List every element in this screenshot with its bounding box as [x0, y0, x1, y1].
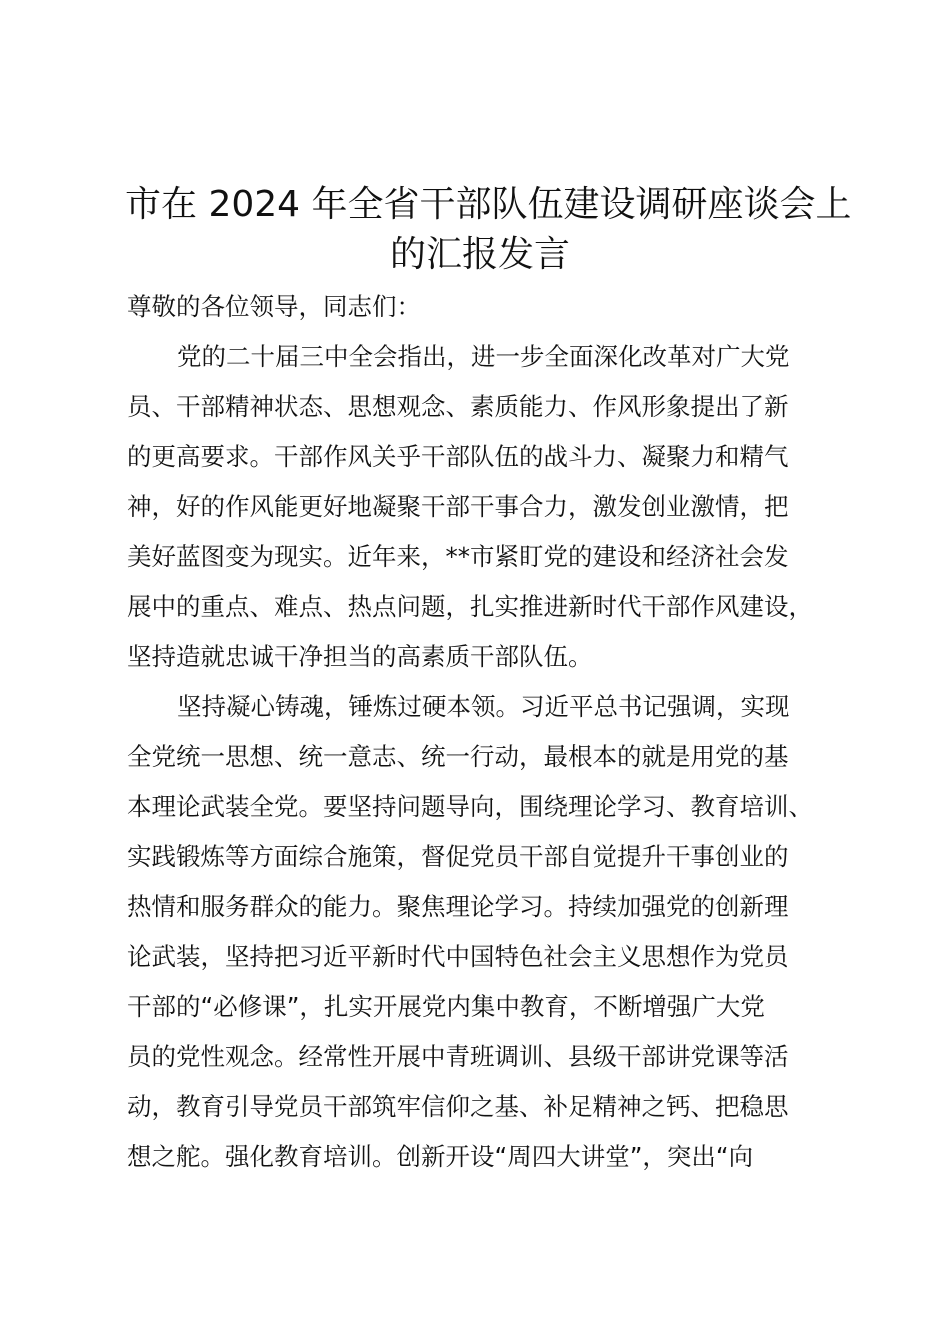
paragraph-line: 员的党性观念。经常性开展中青班调训、县级干部讲党课等活	[127, 1042, 789, 1071]
document-body	[127, 282, 867, 1182]
paragraph-line: 热情和服务群众的能力。聚焦理论学习。持续加强党的创新理	[127, 892, 789, 921]
salutation: 尊敬的各位领导，同志们：	[127, 292, 421, 321]
paragraph-1	[127, 332, 867, 682]
paragraph-line: 全党统一思想、统一意志、统一行动，最根本的就是用党的基	[127, 742, 789, 771]
paragraph-2	[127, 682, 867, 1182]
paragraph-line: 动，教育引导党员干部筑牢信仰之基、补足精神之钙、把稳思	[127, 1092, 789, 1121]
paragraph-line: 干部的“必修课”，扎实开展党内集中教育，不断增强广大党	[127, 992, 765, 1021]
document-title	[125, 180, 852, 280]
paragraph-line: 展中的重点、难点、热点问题，扎实推进新时代干部作风建设，	[127, 592, 813, 621]
paragraph-line: 的更高要求。干部作风关乎干部队伍的战斗力、凝聚力和精气	[127, 442, 789, 471]
paragraph-line: 党的二十届三中全会指出，进一步全面深化改革对广大党	[177, 342, 790, 371]
paragraph-line: 员、干部精神状态、思想观念、素质能力、作风形象提出了新	[127, 392, 789, 421]
paragraph-line: 坚持凝心铸魂，锤炼过硬本领。习近平总书记强调，实现	[177, 692, 790, 721]
title-line-1: 市在 2024 年全省干部队伍建设调研座谈会上	[125, 184, 852, 226]
paragraph-line: 神，好的作风能更好地凝聚干部干事合力，激发创业激情，把	[127, 492, 789, 521]
paragraph-line: 实践锻炼等方面综合施策，督促党员干部自觉提升干事创业的	[127, 842, 789, 871]
paragraph-line: 想之舵。强化教育培训。创新开设“周四大讲堂”，突出“向	[127, 1142, 754, 1171]
title-line-2: 的汇报发言	[389, 234, 570, 276]
paragraph-line: 坚持造就忠诚干净担当的高素质干部队伍。	[127, 642, 593, 671]
paragraph-line: 论武装，坚持把习近平新时代中国特色社会主义思想作为党员	[127, 942, 789, 971]
paragraph-line: 美好蓝图变为现实。近年来，**市紧盯党的建设和经济社会发	[127, 542, 789, 571]
paragraph-line: 本理论武装全党。要坚持问题导向，围绕理论学习、教育培训、	[127, 792, 813, 821]
